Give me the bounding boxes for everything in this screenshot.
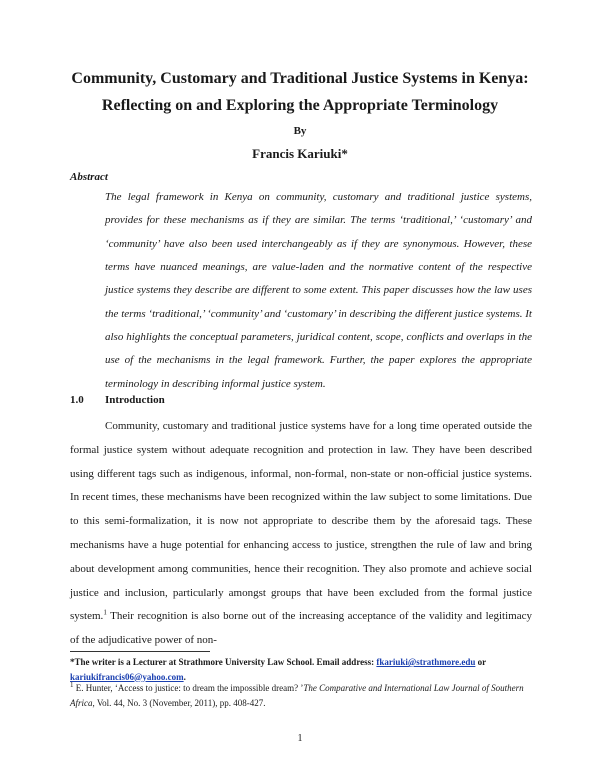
page-number: 1 <box>297 733 303 744</box>
footnote-author <box>70 655 532 684</box>
footnote-author-end: . <box>183 671 186 682</box>
footnote-1-rest: , Vol. 44, No. 3 (November, 2011), pp. 408-427. <box>92 697 266 708</box>
introduction-paragraph <box>70 415 532 653</box>
footnote-1-journal: The Comparative and International Law Journal of Southern Africa <box>70 683 524 708</box>
footnote-1-text: E. Hunter, ‘Access to justice: to dream the impossible dream? ’ <box>73 683 304 693</box>
email-link-strathmore[interactable]: fkariuki@strathmore.edu <box>376 657 476 667</box>
footnote-separator <box>70 651 210 652</box>
title-line-1: Community, Customary and Traditional Justice Systems in Kenya: <box>71 70 529 87</box>
author-footnote-mark: * <box>341 146 348 161</box>
footnote-author-mark: * <box>70 657 75 667</box>
paragraph-text-1: Community, customary and traditional justice systems have for a long time operated outside the formal justice system without adequate recognition and protection in law. They have been described using different tags such as indigenous, informal, non-formal, non-state or non-official justice systems. In recent times, these mechanisms have been recognized within the law subject to some limitations. Due to this semi-formalization, it is now not appropriate to describe them by the aforesaid tags. These mechanisms have a huge potential for enhancing access to justice, strengthen the rule of law and bring about development among communities, hence their recognition. They also promote and achieve social justice and inclusion, particularly amongst groups that have been excluded from the formal justice system. <box>70 420 532 623</box>
byline-by: By <box>293 125 307 137</box>
footnote-ref-1[interactable]: 1 <box>103 608 107 617</box>
author-name: Francis Kariuki <box>252 146 342 161</box>
abstract-text: The legal framework in Kenya on community, customary and traditional justice systems, provides for these mechanisms as if they are similar. The terms ‘traditional,’ ‘customary’ and ‘community’ have also been used interchangeably as if they are synonymous. However, these terms have nuanced meanings, are value-laden and the normative content of the respective justice systems they describe are different to some extent. This paper discusses how the law uses the terms ‘traditional,’ ‘community’ and ‘customary’ in describing the different justice systems. It also highlights the conceptual parameters, juridical content, scope, conflicts and overlaps in the use of the mechanisms in the legal framework. Further, the paper explores the appropriate terminology in describing informal justice system. <box>105 191 532 390</box>
author-line <box>0 146 600 162</box>
footnote-or: or <box>475 657 486 667</box>
section-number: 1.0 <box>70 394 84 406</box>
section-title: Introduction <box>105 394 165 406</box>
email-link-yahoo[interactable]: kariukifrancis06@yahoo.com <box>70 671 184 682</box>
paragraph-text-2: Their recognition is also borne out of the increasing acceptance of the validity and legitimacy of the adjudicative power of non- <box>70 610 532 647</box>
footnote-author-text: The writer is a Lecturer at Strathmore University Law School. Email address: <box>74 657 377 667</box>
abstract-heading: Abstract <box>70 171 108 183</box>
title-line-2: Reflecting on and Exploring the Appropriate Terminology <box>101 97 499 114</box>
footnote-1 <box>70 681 532 710</box>
section-heading <box>70 394 165 406</box>
footnote-1-mark: 1 <box>70 681 74 689</box>
